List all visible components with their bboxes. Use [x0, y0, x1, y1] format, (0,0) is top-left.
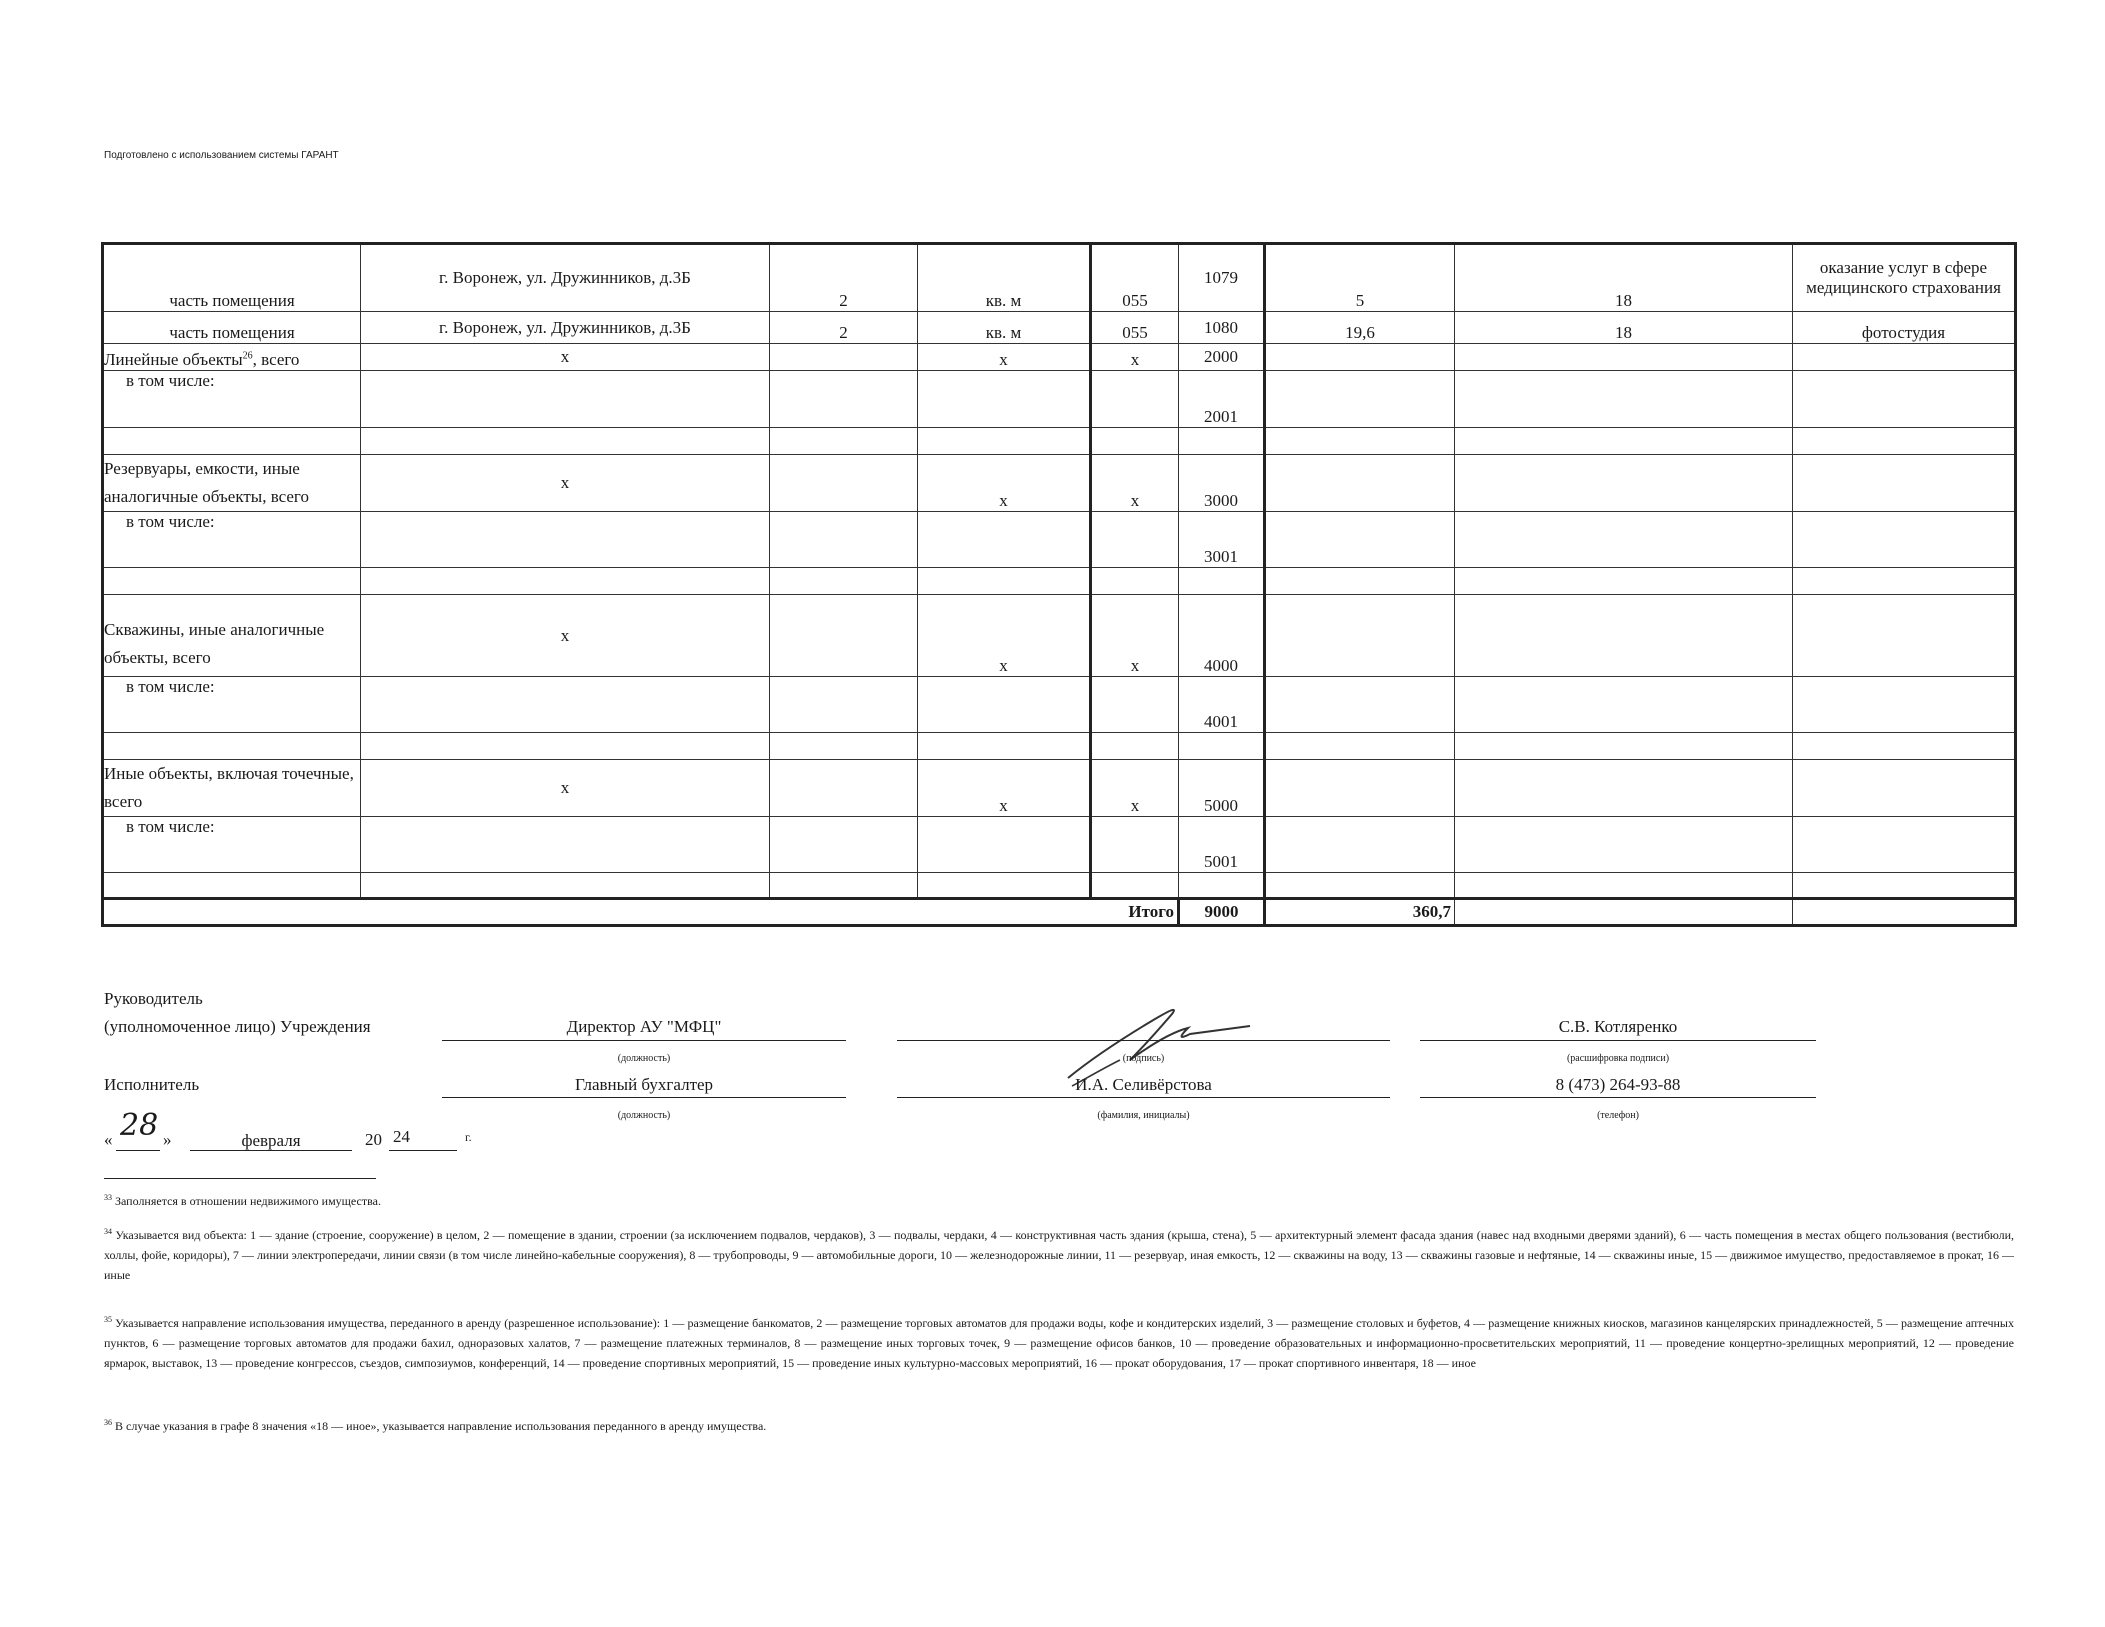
line-code: 5001 [1179, 817, 1265, 873]
caption-position-2: (должность) [617, 1110, 671, 1121]
x-mark: х [918, 760, 1091, 817]
head-position: Директор АУ "МФЦ" [566, 1017, 722, 1036]
head-position-line [442, 1040, 846, 1041]
object-address: х [361, 344, 770, 371]
total-label: Итого [103, 899, 1179, 926]
line-code: 1080 [1179, 312, 1265, 344]
line-code: 3000 [1179, 455, 1265, 512]
group-title: Скважины, иные аналогичные объекты, всего [103, 595, 361, 677]
footnote-36: $^{36}$ В случае указания в графе 8 значения «18 — иное», указывается направление использования переданного в аренду имущества. [104, 1418, 767, 1433]
area: 5 [1265, 244, 1455, 312]
object-name: часть помещения [103, 312, 361, 344]
executor-phone-line [1420, 1097, 1816, 1098]
x-mark: х [361, 455, 770, 512]
executor-name: И.А. Селивёрстова [1075, 1075, 1212, 1094]
table-row [103, 677, 2016, 733]
line-code: 4000 [1179, 595, 1265, 677]
object-type: 2 [770, 312, 918, 344]
header-note: Подготовлено с использованием системы ГАРАНТ [104, 150, 339, 161]
okei-code: 055 [1091, 312, 1179, 344]
table-row [103, 873, 2016, 899]
total-code: 9000 [1179, 899, 1265, 926]
caption-decoding: (расшифровка подписи) [1566, 1053, 1670, 1064]
date-suffix: г. [465, 1130, 472, 1144]
date-month: февраля [241, 1131, 301, 1150]
note: оказание услуг в сфере медицинского страхования [1793, 244, 2016, 312]
purpose: 18 [1455, 312, 1793, 344]
head-label-1: Руководитель [104, 989, 203, 1008]
object-address: г. Воронеж, ул. Дружинников, д.3Б [361, 312, 770, 344]
date-open-quote: « [104, 1130, 113, 1149]
caption-position: (должность) [617, 1053, 671, 1064]
line-code: 3001 [1179, 512, 1265, 568]
footnote-33: $^{33}$ Заполняется в отношении недвижимого имущества. [104, 1193, 381, 1208]
object-name: Линейные объекты$^{26}$, всего [103, 344, 361, 371]
group-title: Иные объекты, включая точечные, всего [103, 760, 361, 817]
line-code: 2000 [1179, 344, 1265, 371]
line-code: 1079 [1179, 244, 1265, 312]
x-mark: х [918, 455, 1091, 512]
executor-phone: 8 (473) 264-93-88 [1555, 1075, 1681, 1094]
executor-label: Исполнитель [104, 1075, 200, 1094]
table-row [103, 568, 2016, 595]
purpose: 18 [1455, 244, 1793, 312]
footnote-34: $^{34}$ Указывается вид объекта: 1 — здание (строение, сооружение) в целом, 2 — помещение в здании, строении (за исключением подвалов, чердаков), 3 — подвалы, чердаки, 4 — конструктивная часть здания (крыша, стена), 5 — архитектурный элемент фасада здания (навес над входными дверями зданий), 6 — часть помещения в местах общего пользования (вестибюли, холлы, фойе, коридоры), 7 — линии электропередачи, линии связи (в том числе линейно-кабельные сооружения), 8 — трубопроводы, 9 — автомобильные дороги, 10 — железнодорожные линии, 11 — резервуар, иная емкость, 12 — скважины на воду, 13 — скважины газовые и нефтяные, 14 — скважины иные, 15 — движимое имущество, предоставляемое в прокат, 16 — иные [104, 1227, 2015, 1282]
executor-name-line [897, 1097, 1390, 1098]
group-title: Резервуары, емкости, иные аналогичные объекты, всего [103, 455, 361, 512]
line-code: 4001 [1179, 677, 1265, 733]
unit: кв. м [918, 244, 1091, 312]
total-area: 360,7 [1265, 899, 1455, 926]
x-mark: х [1091, 455, 1179, 512]
line-code: 2001 [1179, 371, 1265, 428]
caption-phone: (телефон) [1597, 1110, 1639, 1121]
caption-fio: (фамилия, инициалы) [1097, 1110, 1190, 1121]
executor-position-line [442, 1097, 846, 1098]
table-row [103, 371, 2016, 428]
object-address: г. Воронеж, ул. Дружинников, д.3Б [361, 244, 770, 312]
in-that-number-label: в том числе: [103, 817, 361, 873]
line-code: 5000 [1179, 760, 1265, 817]
object-type: 2 [770, 244, 918, 312]
table-row [103, 760, 2016, 817]
signature-line [897, 1040, 1390, 1041]
table-row [103, 312, 2016, 344]
x-mark: х [361, 595, 770, 677]
property-table [101, 242, 2017, 927]
x-mark: х [918, 595, 1091, 677]
okei-code: х [1091, 344, 1179, 371]
executor-position: Главный бухгалтер [574, 1075, 714, 1094]
note: фотостудия [1793, 312, 2016, 344]
object-name: часть помещения [103, 244, 361, 312]
table-row [103, 428, 2016, 455]
area: 19,6 [1265, 312, 1455, 344]
table-row [103, 244, 2016, 312]
in-that-number-label: в том числе: [103, 677, 361, 733]
unit: х [918, 344, 1091, 371]
okei-code: 055 [1091, 244, 1179, 312]
date-month-line [190, 1150, 352, 1151]
head-label-2: (уполномоченное лицо) Учреждения [104, 1017, 371, 1036]
unit: кв. м [918, 312, 1091, 344]
footnote-separator [104, 1178, 376, 1179]
table-row [103, 455, 2016, 512]
date-day-line [116, 1150, 160, 1151]
x-mark: х [1091, 760, 1179, 817]
date-year: 24 [393, 1127, 410, 1146]
x-mark: х [1091, 595, 1179, 677]
in-that-number-label: в том числе: [103, 371, 361, 428]
total-row [103, 899, 2016, 926]
date-year-prefix: 20 [365, 1130, 382, 1149]
date-close-quote: » [163, 1130, 172, 1149]
table-row [103, 595, 2016, 677]
table-row [103, 344, 2016, 371]
x-mark: х [361, 760, 770, 817]
date-day: 28 [120, 1108, 159, 1143]
head-name-line [1420, 1040, 1816, 1041]
footnote-35: $^{35}$ Указывается направление использования имущества, переданного в аренду (разрешенное использование): 1 — размещение банкоматов, 2 — размещение торговых автоматов для продажи воды, кофе и кондитерских изделий, 3 — размещение столовых и буфетов, 4 — размещение книжных киосков, магазинов канцелярских принадлежностей, 5 — размещение аптечных пунктов, 6 — размещение торговых автоматов для продажи бахил, одноразовых халатов, 7 — размещение платежных терминалов, 8 — размещение иных торговых точек, 9 — размещение офисов банков, 10 — проведение образовательных и информационно-просветительских мероприятий, 11 — проведение концертно-зрелищных мероприятий, 12 — проведение ярмарок, выставок, 13 — проведение конгрессов, съездов, симпозиумов, конференций, 14 — проведение спортивных мероприятий, 15 — проведение иных культурно-массовых мероприятий, 16 — прокат оборудования, 17 — прокат спортивного инвентаря, 18 — иное [104, 1315, 2014, 1370]
head-name: С.В. Котляренко [1558, 1017, 1678, 1036]
caption-signature: (подпись) [1122, 1053, 1165, 1064]
in-that-number-label: в том числе: [103, 512, 361, 568]
object-type [770, 344, 918, 371]
table-row [103, 817, 2016, 873]
table-row [103, 512, 2016, 568]
table-row [103, 733, 2016, 760]
date-year-line [389, 1150, 457, 1151]
